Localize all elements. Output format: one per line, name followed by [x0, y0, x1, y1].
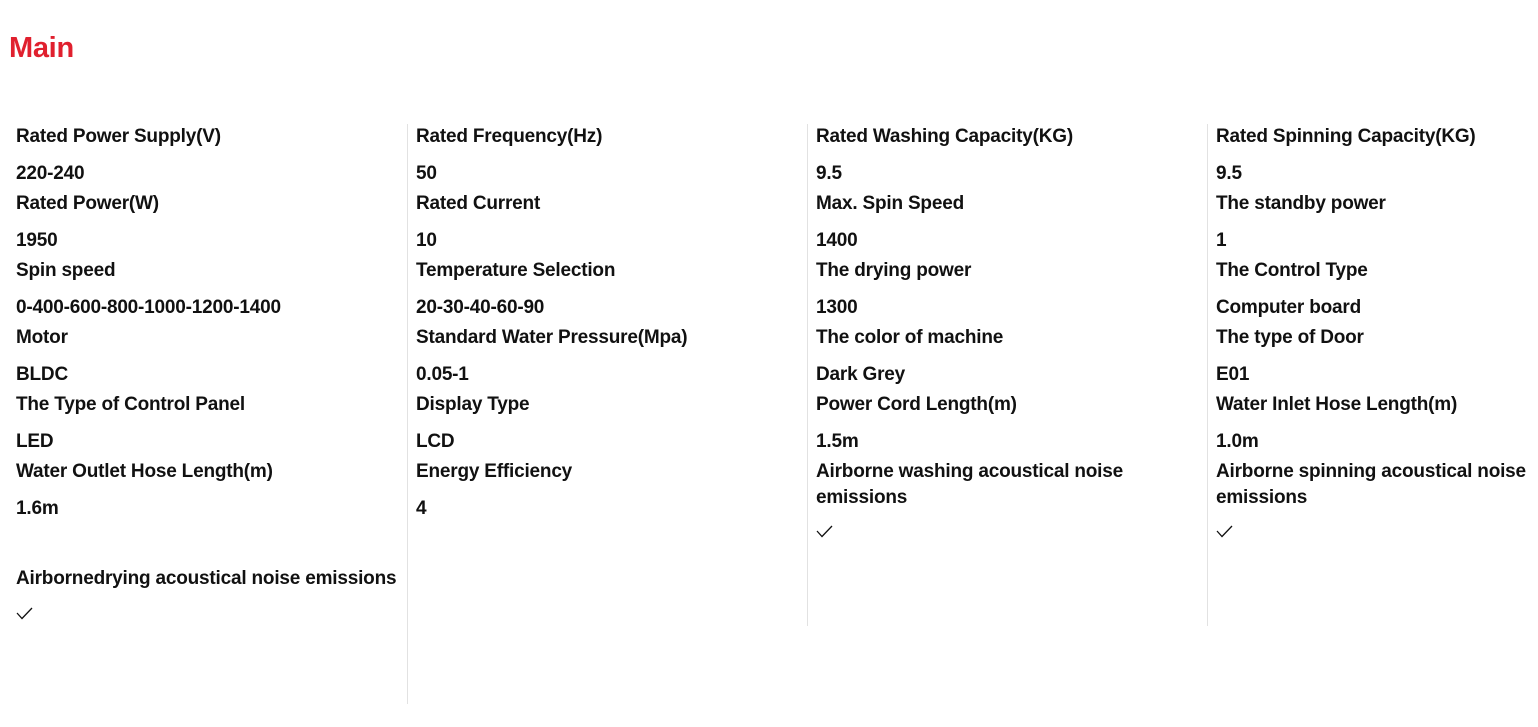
- spec-label: Display Type: [416, 394, 530, 415]
- spec-item: [808, 258, 1208, 325]
- spec-label: The Type of Control Panel: [16, 394, 245, 415]
- spec-label: The Control Type: [1216, 260, 1368, 281]
- spec-value: LCD: [416, 431, 455, 452]
- spec-item: [16, 191, 408, 258]
- spec-value: BLDC: [16, 364, 68, 385]
- spec-value: 1.5m: [816, 431, 859, 452]
- spec-item: [808, 459, 1208, 545]
- spec-label: Water Inlet Hose Length(m): [1216, 394, 1458, 415]
- spec-item: [408, 124, 808, 191]
- spec-label: Standard Water Pressure(Mpa): [416, 327, 688, 348]
- spec-value: 220-240: [16, 163, 85, 184]
- spec-value: 1: [1216, 230, 1227, 251]
- spec-item: [16, 325, 408, 392]
- spec-label: Max. Spin Speed: [816, 193, 964, 214]
- spec-item: [1208, 392, 1538, 459]
- spec-value: 4: [416, 498, 427, 519]
- spec-label: Rated Frequency(Hz): [416, 126, 603, 147]
- spec-item: [408, 258, 808, 325]
- checkmark-icon: [816, 525, 832, 537]
- spec-value: 50: [416, 163, 437, 184]
- spec-item: [1208, 124, 1538, 191]
- spec-value: 1300: [816, 297, 858, 318]
- checkmark-icon: [1216, 525, 1232, 537]
- section-title: Main: [9, 32, 74, 64]
- spec-label: Power Cord Length(m): [816, 394, 1017, 415]
- spec-item: [808, 191, 1208, 258]
- spec-label: Temperature Selection: [416, 260, 616, 281]
- spec-label: The standby power: [1216, 193, 1386, 214]
- spec-item: [1208, 325, 1538, 392]
- spec-column-4: [1207, 124, 1538, 626]
- spec-column-3: [807, 124, 1208, 626]
- spec-label: The type of Door: [1216, 327, 1364, 348]
- spec-label: Motor: [16, 327, 68, 348]
- spec-item: [16, 566, 408, 627]
- spec-item: [808, 124, 1208, 191]
- spec-item: [16, 392, 408, 459]
- spec-label: The color of machine: [816, 327, 1004, 348]
- spec-value: LED: [16, 431, 54, 452]
- spec-label: Rated Power Supply(V): [16, 126, 221, 147]
- spec-value: 0-400-600-800-1000-1200-1400: [16, 297, 281, 318]
- spec-value: 10: [416, 230, 437, 251]
- spec-column-2: [407, 124, 808, 704]
- spec-item: [1208, 191, 1538, 258]
- spec-column-1: [16, 124, 408, 627]
- spec-item: [408, 392, 808, 459]
- spec-value: 9.5: [816, 163, 842, 184]
- spec-label: Energy Efficiency: [416, 461, 573, 482]
- spec-item: [808, 325, 1208, 392]
- spec-value: Computer board: [1216, 297, 1361, 318]
- spec-value: E01: [1216, 364, 1250, 385]
- spec-label: Rated Spinning Capacity(KG): [1216, 126, 1476, 147]
- spec-value: 1.0m: [1216, 431, 1259, 452]
- spec-item: [408, 459, 808, 526]
- spec-value: 1.6m: [16, 498, 59, 519]
- spec-item: [408, 191, 808, 258]
- spec-label: Rated Current: [416, 193, 541, 214]
- spec-value: 9.5: [1216, 163, 1242, 184]
- spec-value: 0.05-1: [416, 364, 469, 385]
- spec-value: 1950: [16, 230, 58, 251]
- spec-label: Rated Power(W): [16, 193, 159, 214]
- spec-value: 1400: [816, 230, 858, 251]
- spec-item: [1208, 258, 1538, 325]
- spec-item: [16, 459, 408, 526]
- spec-item: [16, 124, 408, 191]
- spec-item: [408, 325, 808, 392]
- spec-label: Airborne spinning acoustical noise emissions: [1216, 461, 1526, 508]
- spec-value: Dark Grey: [816, 364, 906, 385]
- spec-item: [1208, 459, 1538, 545]
- spec-item: [16, 258, 408, 325]
- checkmark-icon: [16, 607, 32, 619]
- spec-value: 20-30-40-60-90: [416, 297, 545, 318]
- spec-item: [808, 392, 1208, 459]
- spec-label: Airbornedrying acoustical noise emissions: [16, 568, 397, 589]
- spec-label: Spin speed: [16, 260, 116, 281]
- spec-label: The drying power: [816, 260, 972, 281]
- spec-label: Airborne washing acoustical noise emissions: [816, 461, 1123, 508]
- spec-label: Rated Washing Capacity(KG): [816, 126, 1073, 147]
- spec-label: Water Outlet Hose Length(m): [16, 461, 273, 482]
